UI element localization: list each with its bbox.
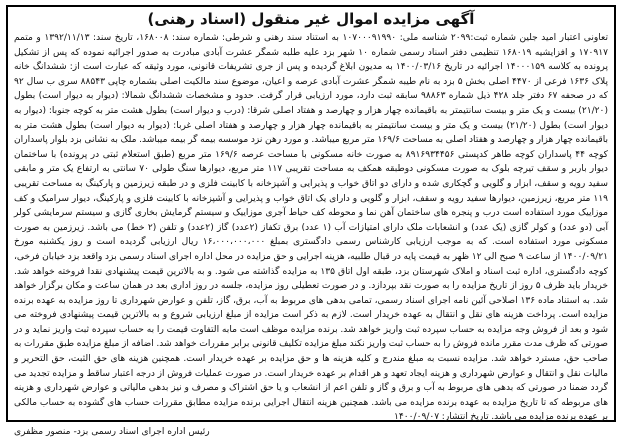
notice-signature: رئیس اداره اجرای اسناد رسمی بزد- منصور مظفری bbox=[14, 427, 210, 438]
notice-title: آگهی مزایده اموال غیر منقول (اسناد رهنی) bbox=[147, 10, 475, 28]
auction-notice bbox=[6, 5, 616, 438]
notice-body: تعاونی اعتبار امید جلین شماره ثبت:۲۰۹۹ شناسه ملی: ۱۰۷۰۰۰۹۱۹۹۰ به استناد سند رهنی و شرطی: شماره سند: ۱۶۸۰۰۸، تاریخ سند: ۱۳۹۲/۱۱/۱۳ و متمم ۱۷۰۹۱۷ و افزایشیه ۱۶۸۰۱۹ تنظیمی دفتر اسناد رسمی شماره ۱۰ شهر بزد علیه طلبه شمگر عشرت آبادی مبادرت به صدور اجرائیه نموده که پس از تشکیل پرونده به کلاسه ۱۴۰۰۰۱۵۹ اجرائیه در تاریخ ۱۴۰۰/۰۳/۱۶ به مدیون ابلاغ گردیده و پس از جری تشریفات قانونی، مورد وثیقه که عبارت است از: ششدانگ خانه پلاک ۱۶۳۶ فرعی از ۴۴۷۰ اصلی بخش ۵ بزد به نام طیبه شمگر عشرت آبادی عرصه و اعیان، موضوع سند مالکیت اصلی بشماره چاپی ۸۸۵۴۳ سری ب سال ۹۲ که در صحفه ۶۷ دفتر جلد ۴۲۸ ذیل شماره ۹۸۸۶۳ سابقه ثبت دارد، مورد ارزیابی قرار گرفت. حدود و مشخصات ششدانگ شمالا: (دیوار به دیوار است) بطول (۲۱/۲۰) بیست و یک متر و بیست سانتیمتر به باقیمانده چهار هزار و چهارصد و هفتاد اصلی شرقا: (درب و دیوار است) بطول هشت متر به کوچه جنوبا: (دیوار به دیوار است) بطول (۲۱/۲۰) بیست و یک متر و بیست سانتیمتر به باقیمانده چهار هزار و چهارصد و هفتاد اصلی غربا: (دیوار به دیوار است) بطول هشت متر به باقیمانده چهار هزار و چهارصد و هفتاد اصلی به مساحت ۱۶۹/۶ متر مربع میباشد. و مورد رهن نزد موسسه بیمه گر بیمه میباشد. ملک به نشانی بزد بلوار پاسداران کوچه ۴۴ پاسداران کوچه طاهر کدپستی ۸۹۱۶۹۳۴۴۵۶ به صورت خانه مسکونی با مساحت عرصه ۱۶۹/۶ متر مربع (طبق استعلام ثبتی در پرونده) با ساختمان دیوار باربر و سقف تیرچه بلوک به صورت مسکونی دوطبقه همکف به مساحت تقریبی ۱۱۷ متر مربع، دیوارها سنگ طولی ۷۰ سانتی به ارتفاع یک متر و مابقی سفید رویه و سقف، ابزار و گلویی و گچکاری شده و دارای دو اتاق خواب و پذیرایی و آشپزخانه با کابینت فلزی و در طبقه زیرزمین و پارکینگ به مساحت تقریبی ۱۱۹ متر مربع، زیرزمین، دیوارها سفید رویه و سقف، ابزار و گلویی و دارای یک اتاق خواب و پذیرایی و آشپزخانه با کابینت فلزی و پارکینگ، دیوار سرامیک و کف موزاییک مورد استفاده است درب و پنجره های ساختمان آهن نما و محوطه کف حیاط آجری موزاییک و سیستم گرمایش بخاری گازی و سیستم سرمایشی کولر آبی (دو عدد) و کولر گازی (یک عدد) و انشعابات ملک دارای امتیازات آب (۱ عدد) برق تکفاز (۲عدد) گاز (۲عدد) و تلفن (۲ خط) می باشد. زیرزمین به صورت مسکونی مورد استفاده است. که به موجب ارزیابی کارشناس رسمی دادگستری بمبلغ ۱۶،۰۰۰،۰۰۰،۰۰۰ ریال ارزیابی گردیده است و روز یکشنبه مورخ ۱۴۰۰/۰۹/۲۱ از ساعت ۹ صبح الی ۱۲ ظهر به قیمت پایه در قبال طلبیه، هزینه اجرایی و حق مزایده در محل اداره اجرای اسناد رسمی بزد واقعد بزد خیابان فرخی، کوچه دادگستری، اداره ثبت اسناد و املاک شهرستان بزد، طبقه اول اتاق ۱۳۵ به مزایده گذاشته می شود. و به بالاترین قیمت پیشنهادی نقدا فروخته خواهد شد. خریدار باید ظرف ۵ روز از تاریخ مزایده را به صورت نقد بپردازد. و در صورت تعطیلی روز مزایده، جلسه در روز اداری بعد در همان ساعت و مکان برگزار خواهد شد. به استناد ماده ۱۳۶ اصلاحی آئین نامه اجرای اسناد رسمی، تمامی بدهی های مربوط به آب، برق، گاز، تلفن و عوارض شهرداری تا روز مزایده به عهده برنده مزایده است. پرداخت هزینه های نقل و انتقال به عهده خریدار است. لازم به ذکر است مزایده از مبلغ ارزیابی شروع و به بالاترین قیمت پیشنهادی فروخته می شود و بعد از فروش وجه مزایده به حساب سپرده ثبت واریز خواهد شد. برنده مزایده موظف است مابه التفاوت قیمت را به حساب سپرده ثبت واریز نماید و در صورتی که ظرف مدت مقرر مانده فروش را به حساب ثبت واریز نکند مبلغ مزایده تکلیف قانونی برابر مقررات خواهد شد. اضافه از مبلغ مزایده طبق مقررات به صاحب حق، مسترد خواهد شد. مزایده نسبت به مبلغ مندرج و کلیه هزینه ها و حق مزایده بر عهده خریدار است. همچنین هزینه های حق الثبت، حق التحریر و مالیات نقل و انتقال و عوارض شهرداری و هزینه ایجاد تعهد و هر اقدام بر عهده خریدار است. در صورت عملیات فروش از درجه اعتبار ساقط و مزایده تجدید می گردد ضمنا در صورتی که بدهی های مربوط به آب و برق و گاز و تلفن اعم از انشعاب و یا حق اشتراک و مصرف و نیز بدهی مالیاتی و عوارض شهرداری و هزینه های مربوطه که تا تاریخ مزایده به عهده برنده مزایده می باشد. همچنین هزینه انتقال اجرایی برنده مزایده مطابق مقررات حساب های گشوده به حساب مالکی بر عهده برنده مزایده می باشد. تاریخ انتشار: ۱۴۰۰/۰۹/۰۷ bbox=[14, 33, 609, 423]
